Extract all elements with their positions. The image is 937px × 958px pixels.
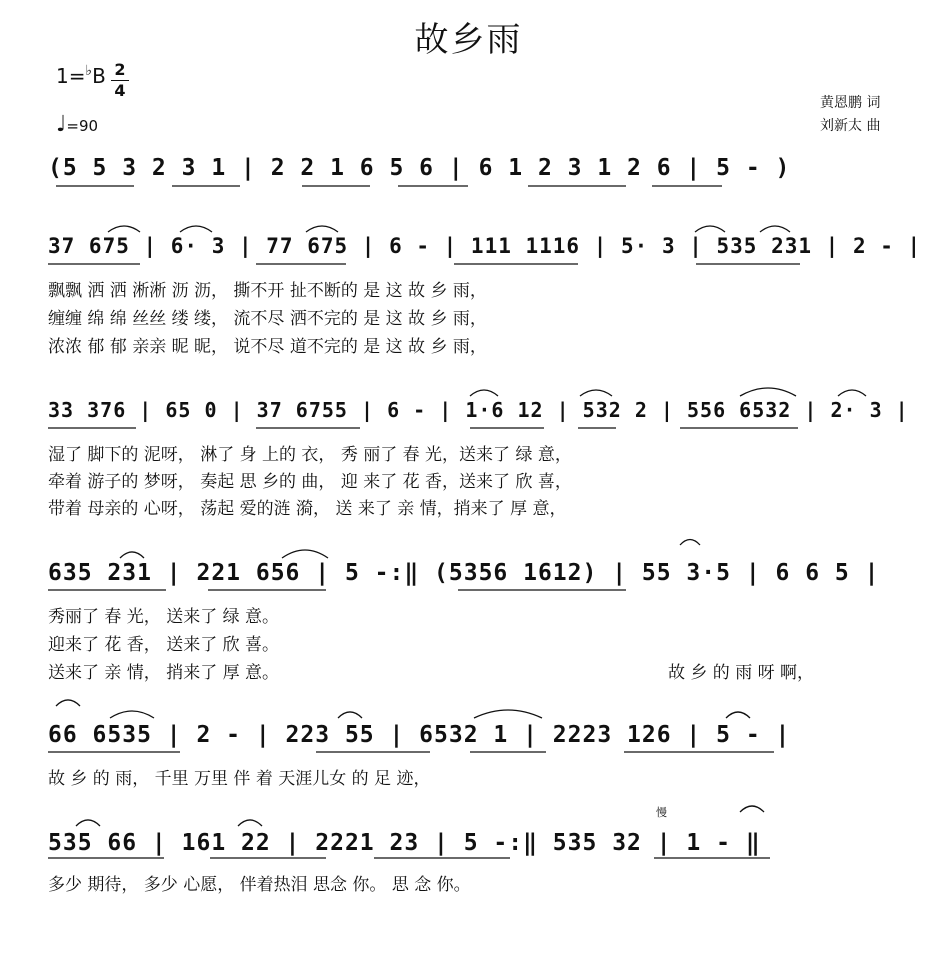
score-line-1: (5 5 3 2 3 1 | 2 2 1 6 5 6 | 6 1 2 3 1 2 6 | 5 - ): [48, 155, 791, 181]
lyric-verse-6: 带着 母亲的 心呀， 荡起 爱的涟 漪， 送 来了 亲 情，捎来了 厚 意，: [48, 499, 567, 519]
slur-mark: [740, 388, 796, 396]
score-line-5: 66 6535 | 2 - | 223 55 | 6532 1 | 2223 126 | 5 - |: [48, 722, 791, 748]
lyric-verse-3: 浓浓 郁 郁 亲亲 昵 昵， 说不尽 道不完的 是 这 故 乡 雨，: [48, 337, 487, 357]
lyric-verse-9-chorus: 故 乡 的 雨 呀 啊，: [668, 663, 815, 683]
slur-mark: [338, 712, 362, 718]
lyric-verse-8: 迎来了 花 香， 送来了 欣 喜。: [48, 635, 280, 655]
lyricist: 黄恩鹏 词: [820, 95, 881, 111]
flat-sign: ♭: [85, 63, 93, 79]
slur-mark: [76, 820, 100, 826]
quarter-note-icon: ♩: [56, 112, 67, 137]
score-line-3: 33 376 | 65 0 | 37 6755 | 6 - | 1·6 12 | 532 2 | 556 6532 | 2· 3 |: [48, 398, 909, 422]
slur-mark: [238, 820, 262, 826]
slur-mark: [580, 390, 612, 396]
composer: 刘新太 曲: [820, 118, 881, 134]
slur-mark: [110, 711, 154, 718]
slur-mark: [838, 390, 866, 396]
slur-mark: [474, 710, 542, 718]
lyric-verse-1: 飘飘 洒 洒 淅淅 沥 沥， 撕不开 扯不断的 是 这 故 乡 雨，: [48, 281, 487, 301]
slur-mark: [282, 550, 328, 558]
slur-mark: [760, 226, 790, 232]
lyric-verse-9: 送来了 亲 情， 捎来了 厚 意。: [48, 663, 280, 683]
slur-mark: [470, 390, 498, 396]
score-line-2: 37 675 | 6· 3 | 77 675 | 6 - | 111 1116 | 5· 3 | 535 231 | 2 - |: [48, 234, 922, 258]
slur-mark: [726, 712, 750, 718]
slur-mark: [306, 226, 338, 232]
slur-mark: [56, 700, 80, 706]
time-top: 2: [114, 60, 126, 79]
slur-mark: [180, 226, 212, 232]
slur-mark: [108, 226, 140, 232]
score-line-6: 535 66 | 161 22 | 2221 23 | 5 -:‖ 535 32 | 1 - ‖: [48, 830, 761, 856]
lyric-verse-7: 秀丽了 春 光， 送来了 绿 意。: [48, 607, 280, 627]
slur-mark: [740, 806, 764, 812]
lyric-verse-4: 湿了 脚下的 泥呀， 淋了 身 上的 衣， 秀 丽了 春 光，送来了 绿 意，: [48, 445, 572, 465]
tempo-mark-slow: 慢: [656, 806, 667, 819]
time-bottom: 4: [114, 81, 126, 100]
slur-mark: [680, 540, 700, 546]
lyric-verse-10: 故 乡 的 雨， 千里 万里 伴 着 天涯儿女 的 足 迹，: [48, 769, 431, 789]
lyric-verse-2: 缠缠 绵 绵 丝丝 缕 缕， 流不尽 洒不完的 是 这 故 乡 雨，: [48, 309, 487, 329]
slur-mark: [120, 552, 144, 558]
score-line-4: 635 231 | 221 656 | 5 -:‖ (5356 1612) | 55 3·5 | 6 6 5 |: [48, 560, 880, 586]
song-title: 故乡雨: [414, 20, 523, 60]
slur-mark: [695, 226, 725, 232]
tempo-value: =90: [66, 117, 99, 135]
key-prefix: 1=: [56, 64, 86, 88]
lyric-verse-5: 牵着 游子的 梦呀， 奏起 思 乡的 曲， 迎 来了 花 香，送来了 欣 喜，: [48, 472, 572, 492]
lyric-verse-11: 多少 期待， 多少 心愿， 伴着热泪 思念 你。 思 念 你。: [48, 875, 471, 895]
key-note: B: [92, 64, 106, 88]
